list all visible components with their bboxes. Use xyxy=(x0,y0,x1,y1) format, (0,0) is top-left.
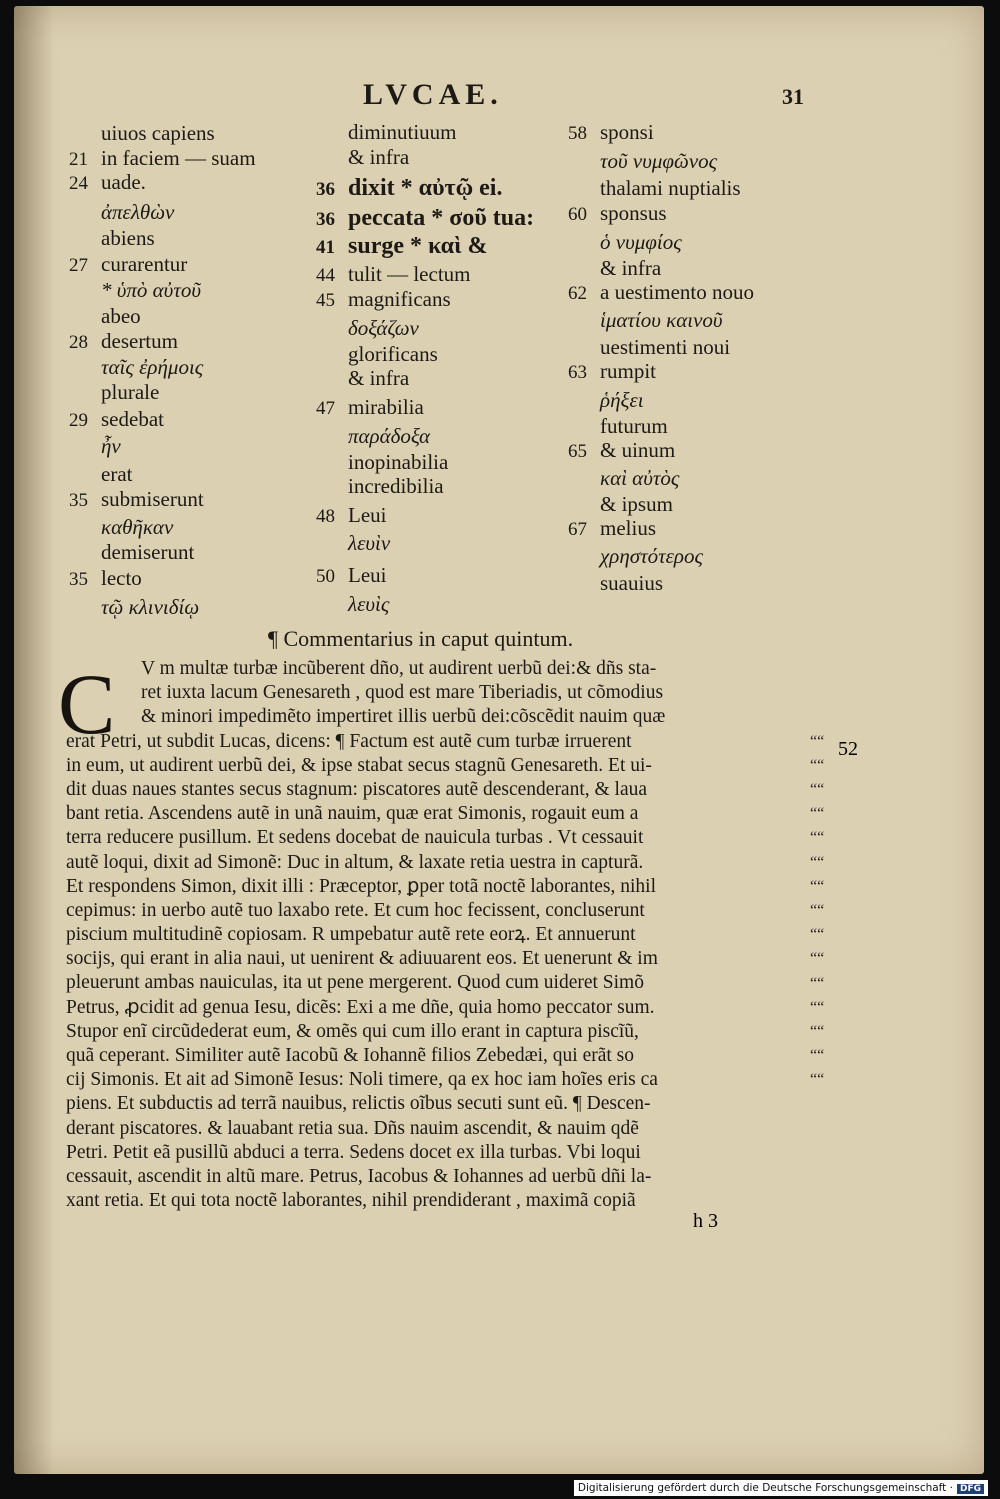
greek-gloss: λευὶς xyxy=(348,592,390,616)
text-line: socijs, qui erant in alia naui, ut uenirent & adiuuarent eos. Et uenerunt & im xyxy=(66,948,658,970)
running-head: LVCAE. xyxy=(363,78,503,111)
latin-gloss: melius xyxy=(600,516,656,540)
latin-gloss: & ipsum xyxy=(600,492,673,516)
latin-gloss: uiuos capiens xyxy=(101,121,215,145)
latin-gloss: submiserunt xyxy=(101,487,204,511)
marginal-note xyxy=(69,170,146,196)
latin-gloss: Leui xyxy=(348,563,387,587)
marginal-note xyxy=(568,120,654,146)
marginal-note xyxy=(316,474,444,498)
text-line: quã ceperant. Similiter autẽ Iacobũ & Iohannẽ filios Zebedæi, qui erãt so xyxy=(66,1045,635,1066)
quotation-mark: ““ xyxy=(810,853,825,871)
latin-gloss: sedebat xyxy=(101,407,164,431)
marginal-note xyxy=(69,487,204,513)
marginal-note xyxy=(316,366,409,390)
verse-number: 36 xyxy=(316,209,335,230)
latin-gloss: plurale xyxy=(101,380,160,404)
verse-number: 60 xyxy=(568,204,587,225)
latin-gloss: uade. xyxy=(101,170,146,194)
latin-gloss: glorificans xyxy=(348,342,438,366)
verse-number: 45 xyxy=(316,290,335,311)
latin-gloss: incredibilia xyxy=(348,474,444,498)
verse-number: 63 xyxy=(568,362,587,383)
latin-gloss: a uestimento nouo xyxy=(600,280,754,304)
marginal-note xyxy=(316,592,389,616)
marginal-note xyxy=(568,516,656,542)
marginal-note xyxy=(568,414,668,438)
marginal-note xyxy=(316,234,487,260)
credit-text: Digitalisierung gefördert durch die Deutsche Forschungsgemeinschaft · xyxy=(577,1482,953,1494)
greek-gloss: δοξάζων xyxy=(348,316,419,340)
text-line: cepimus: in uerbo autẽ tuo laxabo rete. Et cum hoc fecissent, concluserunt xyxy=(66,899,645,921)
marginal-note xyxy=(568,201,667,227)
latin-gloss: sponsus xyxy=(600,201,667,225)
latin-gloss: & infra xyxy=(348,145,410,169)
marginal-note xyxy=(316,424,430,448)
marginal-note xyxy=(568,359,656,385)
verse-number: 36 xyxy=(316,179,335,200)
quotation-mark: ““ xyxy=(810,902,825,919)
margin-verse-number: 52 xyxy=(838,738,858,760)
marginal-note xyxy=(568,388,644,412)
marginal-note xyxy=(69,515,173,539)
marginal-note xyxy=(568,492,673,516)
latin-gloss: erat xyxy=(101,462,133,486)
latin-gloss: lecto xyxy=(101,566,142,590)
marginal-note xyxy=(69,252,187,278)
latin-gloss: rumpit xyxy=(600,359,656,383)
verse-number: 62 xyxy=(568,283,587,304)
quotation-mark: ““ xyxy=(810,732,825,750)
chapter-subtitle: ¶ Commentarius in caput quintum. xyxy=(268,626,574,651)
latin-gloss: surge * καὶ & xyxy=(348,233,488,259)
marginal-note xyxy=(69,226,155,250)
quotation-mark: ““ xyxy=(810,829,825,847)
latin-gloss: abeo xyxy=(101,304,141,328)
marginal-note xyxy=(69,434,121,458)
quotation-mark: ““ xyxy=(810,950,825,968)
greek-gloss: παράδοξα xyxy=(348,424,431,448)
verse-number: 67 xyxy=(568,519,587,540)
greek-gloss: ὁ νυμφίος xyxy=(600,230,682,254)
marginal-note xyxy=(316,316,419,340)
commentary-text xyxy=(66,657,826,1213)
text-line: dit duas naues stantes secus stagnum: piscatores autẽ descenderant, & laua xyxy=(66,778,648,800)
marginal-note xyxy=(69,566,142,592)
latin-gloss: uestimenti noui xyxy=(600,335,731,359)
marginal-note xyxy=(69,540,194,564)
greek-gloss: ῥήξει xyxy=(600,388,644,412)
greek-gloss: καὶ αὐτὸς xyxy=(600,466,680,490)
latin-gloss: Leui xyxy=(348,503,387,527)
text-line: derant piscatores. & lauabant retia sua. Dñs nauim ascendit, & nauim qdẽ xyxy=(66,1117,639,1139)
latin-gloss: in faciem — suam xyxy=(101,146,256,170)
marginal-note xyxy=(316,206,534,232)
latin-gloss: futurum xyxy=(600,414,668,438)
verse-number: 24 xyxy=(69,173,88,194)
marginal-note xyxy=(316,450,448,474)
latin-gloss: curarentur xyxy=(101,252,188,276)
text-line: autẽ loqui, dixit ad Simonẽ: Duc in altum, & laxate retia uestra in capturã. xyxy=(66,851,644,873)
greek-gloss: * ὑπὸ αὐτοῦ xyxy=(101,278,201,302)
greek-gloss: καθῆκαν xyxy=(101,515,174,539)
verse-number: 27 xyxy=(69,255,88,276)
text-line: cij Simonis. Et ait ad Simonẽ Iesus: Noli timere, qa ex hoc iam hoĩes eris ca xyxy=(66,1069,658,1091)
latin-gloss: abiens xyxy=(101,226,155,250)
text-line: Petrus, ꝓcidit ad genua Iesu, dicẽs: Exi a me dñe, quia homo peccator sum. xyxy=(66,996,655,1018)
text-line: in eum, ut audirent uerbũ dei, & ipse stabat secus stagnũ Genesareth. Et ui- xyxy=(66,754,652,776)
quotation-mark: ““ xyxy=(810,926,825,944)
latin-gloss: sponsi xyxy=(600,120,654,144)
folio-number: 31 xyxy=(782,84,804,109)
signature-mark: h 3 xyxy=(693,1210,718,1232)
greek-gloss: ἀπελθὼν xyxy=(101,200,175,224)
marginal-note xyxy=(568,280,754,306)
marginal-note xyxy=(316,503,386,529)
marginal-note xyxy=(316,176,502,202)
verse-number: 41 xyxy=(316,237,335,258)
latin-gloss: tulit — lectum xyxy=(348,262,471,286)
verse-number: 28 xyxy=(69,332,88,353)
verse-number: 21 xyxy=(69,149,88,170)
quotation-mark: ““ xyxy=(810,974,825,992)
latin-gloss: & infra xyxy=(348,366,410,390)
text-line: pleuerunt ambas nauiculas, ita ut pene mergerent. Quod cum uideret Simõ xyxy=(66,972,644,994)
text-line: Stupor enĩ circũdederat eum, & omẽs qui cum illo erant in captura piscĩũ, xyxy=(66,1020,639,1042)
marginal-note xyxy=(568,256,661,280)
greek-gloss: ἦν xyxy=(101,434,121,458)
marginal-note xyxy=(568,438,675,464)
marginal-note xyxy=(69,304,141,328)
marginal-note xyxy=(69,595,199,619)
text-line: cessauit, ascendit in altũ mare. Petrus, Iacobus & Iohannes ad uerbũ dñi la- xyxy=(66,1165,652,1187)
verse-number: 50 xyxy=(316,566,335,587)
marginal-note xyxy=(69,407,164,433)
greek-gloss: χρηστότερος xyxy=(600,544,704,568)
marginal-note xyxy=(316,531,390,555)
text-line: terra reducere pusillum. Et sedens docebat de nauicula turbas . Vt cessauit xyxy=(66,827,644,849)
greek-gloss: τοῦ νυμφῶνος xyxy=(600,149,718,173)
greek-gloss: ἱματίου καινοῦ xyxy=(600,308,723,332)
text-line: Petri. Petit eã pusillũ abduci a terra. Sedens docet ex illa turbas. Vbi loqui xyxy=(66,1141,641,1163)
marginal-note xyxy=(69,146,256,172)
latin-gloss: thalami nuptialis xyxy=(600,176,741,200)
marginal-note xyxy=(568,176,741,200)
marginal-note xyxy=(568,230,682,254)
latin-gloss: inopinabilia xyxy=(348,450,449,474)
greek-gloss: λευὶν xyxy=(348,531,391,555)
marginal-note xyxy=(568,335,730,359)
text-line: ret iuxta lacum Genesareth , quod est mare Tiberiadis, ut cõmodius xyxy=(141,682,664,704)
latin-gloss: magnificans xyxy=(348,287,451,311)
greek-gloss: τῷ κλινιδίῳ xyxy=(101,595,200,619)
marginal-note xyxy=(568,544,703,568)
marginal-note xyxy=(69,462,132,486)
marginal-note xyxy=(316,342,438,366)
marginal-note xyxy=(69,121,215,145)
verse-number: 35 xyxy=(69,490,88,511)
verse-number: 58 xyxy=(568,123,587,144)
drop-capital: C xyxy=(58,656,116,752)
latin-gloss: diminutiuum xyxy=(348,120,457,144)
marginal-note xyxy=(69,200,174,224)
text-line: & minori impedimẽto impertiret illis uerbũ dei:cõscẽdit nauim quæ xyxy=(141,706,666,728)
marginal-note xyxy=(568,466,679,490)
text-line: piscium multitudinẽ copiosam. R umpebatur autẽ rete eorꝝ. Et annuerunt xyxy=(66,924,636,946)
marginal-note xyxy=(316,287,451,313)
verse-number: 29 xyxy=(69,410,88,431)
marginal-note xyxy=(316,120,457,144)
latin-gloss: & infra xyxy=(600,256,662,280)
dfg-logo: DFG xyxy=(957,1484,984,1494)
text-line: xant retia. Et qui tota noctẽ laborantes, nihil prendiderant , maximã copiã xyxy=(66,1190,636,1212)
quotation-mark: ““ xyxy=(810,1047,825,1065)
text-line: Et respondens Simon, dixit illi : Præceptor, ꝑper totã noctẽ laborantes, nihil xyxy=(66,875,656,897)
marginal-note xyxy=(69,355,203,379)
quotation-mark: ““ xyxy=(810,805,825,823)
verse-number: 65 xyxy=(568,441,587,462)
latin-gloss: & uinum xyxy=(600,438,676,462)
text-line: bant retia. Ascendens autẽ in unã nauim, quæ erat Simonis, rogauit eum a xyxy=(66,803,639,825)
quotation-mark: ““ xyxy=(810,756,825,774)
latin-gloss: peccata * σοῦ tua: xyxy=(348,205,535,231)
latin-gloss: demiserunt xyxy=(101,540,195,564)
text-line: erat Petri, ut subdit Lucas, dicens: ¶ Factum est autẽ cum turbæ irruerent xyxy=(66,730,632,752)
greek-gloss: ταῖς ἐρήμοις xyxy=(101,355,204,379)
marginal-note xyxy=(568,308,723,332)
marginal-note xyxy=(69,380,159,404)
marginal-note xyxy=(316,395,424,421)
quotation-mark: ““ xyxy=(810,877,825,895)
marginal-note xyxy=(568,571,663,595)
quotation-mark: ““ xyxy=(810,1023,825,1040)
latin-gloss: suauius xyxy=(600,571,663,595)
marginal-note xyxy=(568,149,717,173)
quotation-mark: ““ xyxy=(810,998,825,1016)
marginal-note xyxy=(316,145,409,169)
latin-gloss: dixit * αὐτῷ ei. xyxy=(348,175,503,201)
verse-number: 48 xyxy=(316,506,335,527)
latin-gloss: desertum xyxy=(101,329,178,353)
verse-number: 44 xyxy=(316,265,335,286)
text-line: V m multæ turbæ incũberent dño, ut audirent uerbũ dei:& dñs sta- xyxy=(141,658,657,679)
marginal-note xyxy=(316,262,470,288)
text-line: piens. Et subductis ad terrã nauibus, relictis oĩbus secuti sunt eũ. ¶ Descen- xyxy=(66,1093,651,1115)
marginal-note xyxy=(69,329,178,355)
marginal-note xyxy=(316,563,386,589)
verse-number: 35 xyxy=(69,569,88,590)
latin-gloss: mirabilia xyxy=(348,395,424,419)
digitization-credit xyxy=(574,1480,988,1496)
quotation-mark: ““ xyxy=(810,1071,825,1089)
verse-number: 47 xyxy=(316,398,335,419)
quotation-mark: ““ xyxy=(810,781,825,798)
marginal-note xyxy=(69,278,201,302)
